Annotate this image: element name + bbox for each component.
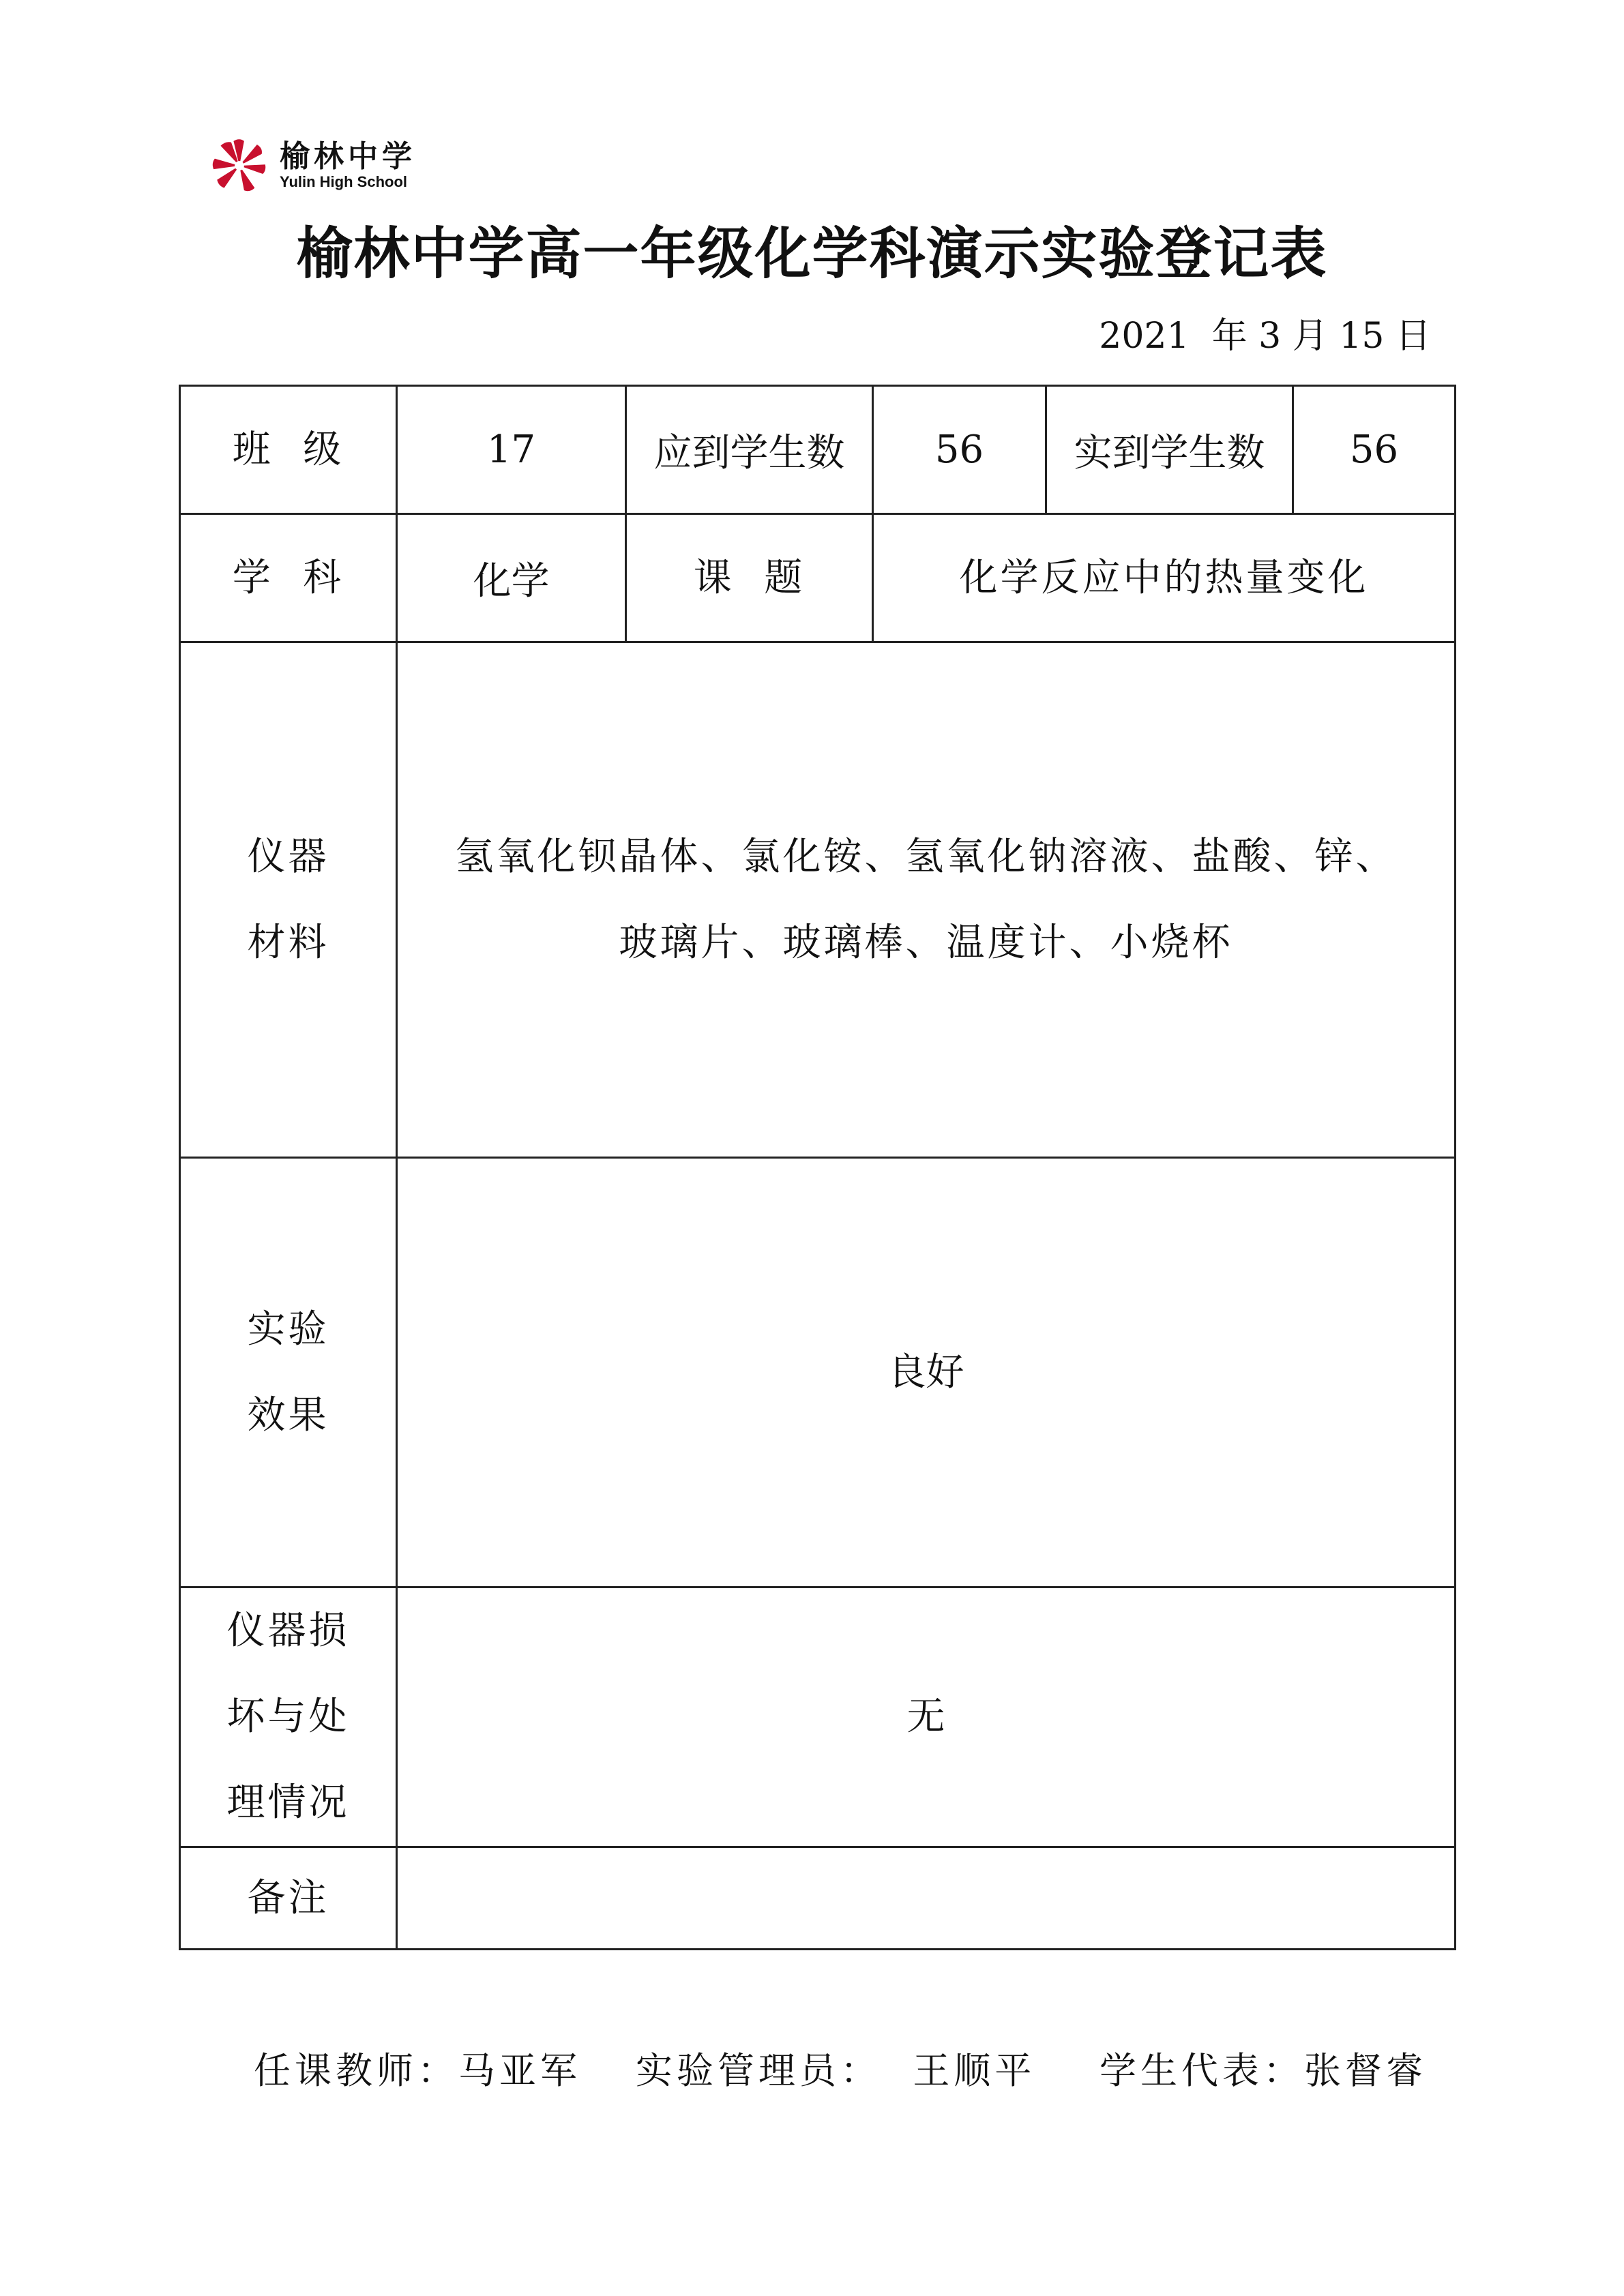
topic-value: 化学反应中的热量变化 (873, 514, 1456, 642)
damage-label-line3: 理情况 (226, 1780, 350, 1825)
materials-label-line2: 材料 (247, 920, 329, 965)
effect-value: 良好 (397, 1158, 1456, 1587)
actual-students-label: 实到学生数 (1046, 386, 1293, 514)
damage-value: 无 (397, 1587, 1456, 1847)
class-label: 班 级 (180, 386, 397, 514)
signature-line (254, 2040, 1427, 2102)
topic-label: 课 题 (626, 514, 873, 642)
materials-line2: 玻璃片、玻璃棒、温度计、小烧杯 (619, 920, 1233, 965)
expected-students-value: 56 (873, 386, 1046, 514)
damage-label (180, 1587, 397, 1847)
class-value: 17 (397, 386, 626, 514)
remarks-value (397, 1847, 1456, 1950)
materials-label-line1: 仪器 (247, 834, 329, 879)
table-row (180, 514, 1456, 642)
manager-signature: 实验管理员： 王顺平 (636, 2049, 1036, 2092)
table-row (180, 386, 1456, 514)
table-row (180, 1158, 1456, 1587)
damage-label-line1: 仪器损 (226, 1609, 350, 1653)
student-rep-signature: 学生代表：张督睿 (1099, 2049, 1427, 2092)
materials-line1: 氢氧化钡晶体、氯化铵、氢氧化钠溶液、盐酸、锌、 (455, 834, 1397, 879)
school-logo (210, 135, 416, 196)
logo-name-cn: 榆林中学 (280, 139, 416, 174)
table-row (180, 642, 1456, 1158)
effect-label (180, 1158, 397, 1587)
damage-label-line2: 坏与处 (226, 1695, 350, 1739)
effect-label-line1: 实验 (247, 1307, 329, 1352)
table-row (180, 1587, 1456, 1847)
materials-label (180, 642, 397, 1158)
subject-value: 化学 (397, 514, 626, 642)
logo-name-en: Yulin High School (280, 173, 407, 190)
table-row (180, 1847, 1456, 1950)
expected-students-label: 应到学生数 (626, 386, 873, 514)
materials-value (397, 642, 1456, 1158)
subject-label: 学 科 (180, 514, 397, 642)
actual-students-value: 56 (1293, 386, 1456, 514)
effect-label-line2: 效果 (247, 1392, 329, 1437)
form-date: 2021 年 3 月 15 日 (1099, 316, 1431, 357)
remarks-label: 备注 (180, 1847, 397, 1950)
school-emblem-icon (210, 136, 269, 195)
page-title: 榆林中学高一年级化学科演示实验登记表 (296, 222, 1328, 286)
teacher-signature: 任课教师：马亚军 (254, 2049, 581, 2092)
registration-table (179, 385, 1456, 1950)
